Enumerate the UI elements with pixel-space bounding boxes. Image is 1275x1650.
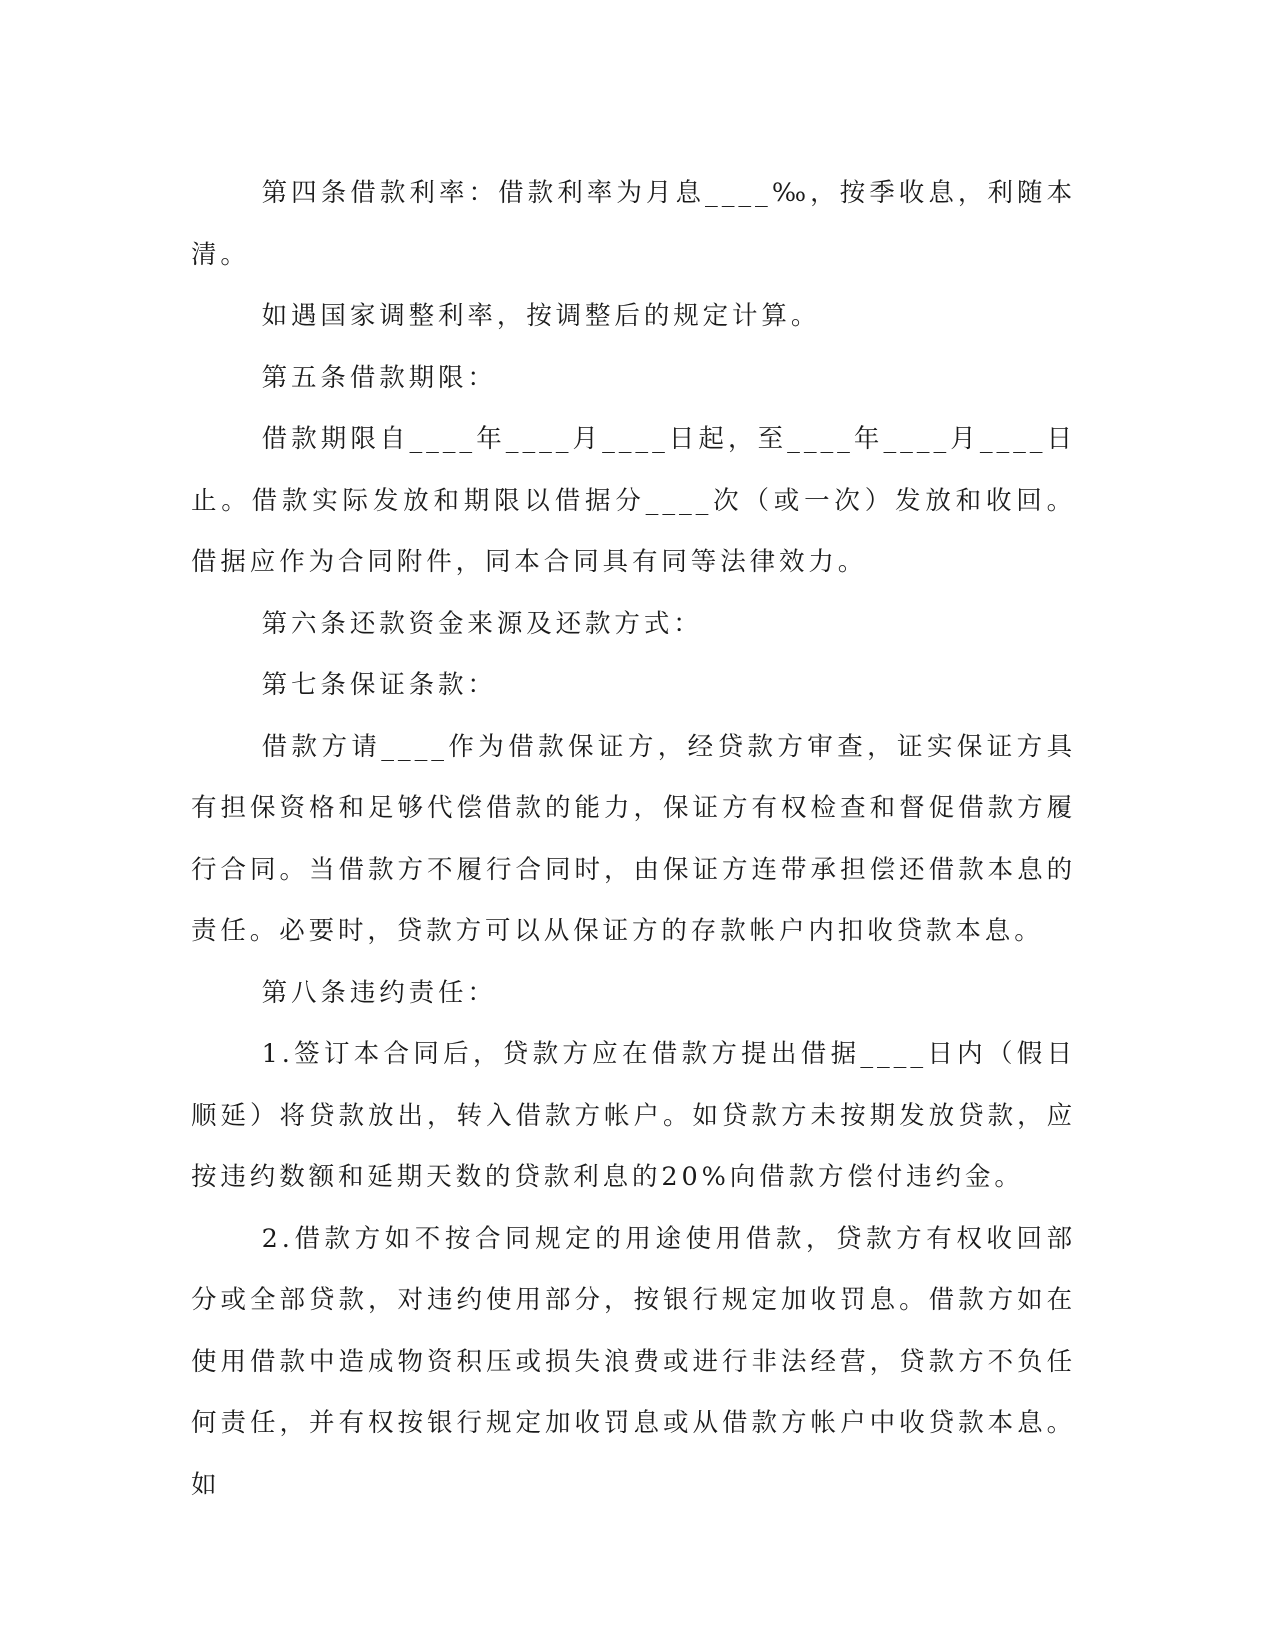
paragraph-liability-item-2: 2.借款方如不按合同规定的用途使用借款，贷款方有权收回部分或全部贷款，对违约使用部分，按银行规定加收罚息。借款方如在使用借款中造成物资积压或损失浪费或进行非法经营，贷款方不负任何责任，并有权按银行规定加收罚息或从借款方帐户中收贷款本息。如 [191, 1223, 1076, 1500]
paragraph-guarantee-details: 借款方请____作为借款保证方，经贷款方审查，证实保证方具有担保资格和足够代偿借款的能力，保证方有权检查和督促借款方履行合同。当借款方不履行合同时，由保证方连带承担偿还借款本息的责任。必要时，贷款方可以从保证方的存款帐户内扣收贷款本息。 [191, 731, 1076, 946]
paragraph-liability-item-1: 1.签订本合同后，贷款方应在借款方提出借据____日内（假日顺延）将贷款放出，转入借款方帐户。如贷款方未按期发放贷款，应按违约数额和延期天数的贷款利息的20%向借款方偿付违约金。 [191, 1039, 1076, 1192]
paragraph-article-8-liability: 第八条违约责任： [261, 977, 497, 1008]
document-body [191, 163, 1076, 1516]
paragraph-article-6-repayment: 第六条还款资金来源及还款方式： [261, 608, 703, 639]
paragraph-article-5-loan-term: 第五条借款期限： [261, 362, 497, 393]
paragraph-article-7-guarantee: 第七条保证条款： [261, 670, 497, 700]
paragraph-loan-term-details: 借款期限自____年____月____日起，至____年____月____日止。借款实际发放和期限以借据分____次（或一次）发放和收回。借据应作为合同附件，同本合同具有同等法律效力。 [191, 424, 1076, 577]
paragraph-article-4-interest-rate: 第四条借款利率：借款利率为月息____‰，按季收息，利随本清。 [191, 178, 1076, 270]
paragraph-rate-adjustment: 如遇国家调整利率，按调整后的规定计算。 [261, 301, 821, 331]
